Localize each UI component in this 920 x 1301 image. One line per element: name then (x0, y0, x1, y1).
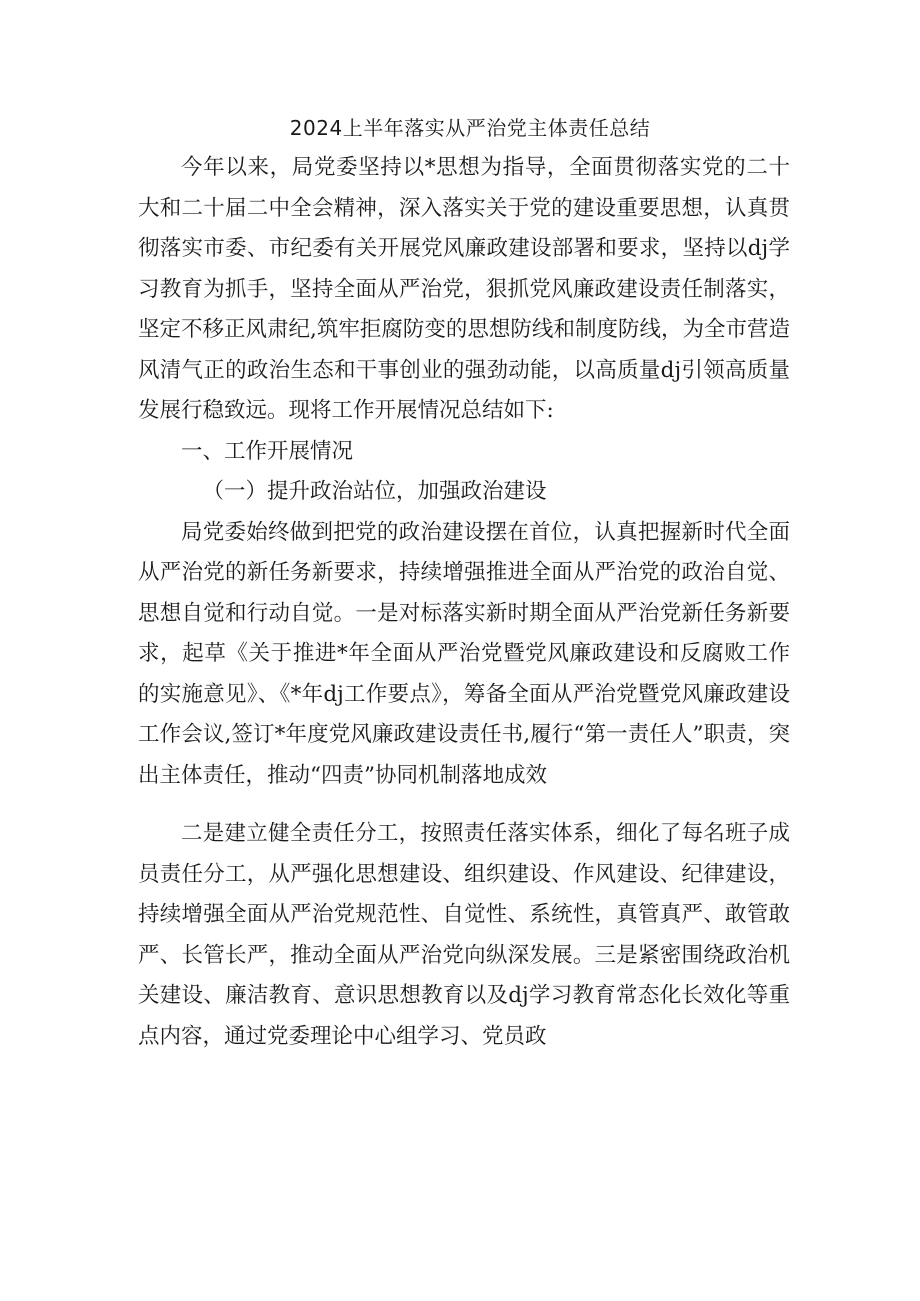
subsection-heading: （一）提升政治站位，加强政治建设 (202, 479, 547, 504)
document-body (138, 112, 790, 1057)
body-paragraph-2: 二是建立健全责任分工，按照责任落实体系，细化了每名班子成员责任分工，从严强化思想建设、组织建设、作风建设、纪律建设，持续增强全面从严治党规范性、自觉性、系统性，真管真严、敢管敢严、长管长严，推动全面从严治党向纵深发展。三是紧密围绕政治机关建设、廉洁教育、意识思想教育以及dj学习教育常态化长效化等重点内容，通过党委理论中心组学习、党员政 (138, 821, 790, 1049)
section-heading: 一、工作开展情况 (181, 438, 354, 464)
body-paragraph-1: 局党委始终做到把党的政治建设摆在首位，认真把握新时代全面从严治党的新任务新要求，持续增强推进全面从严治党的政治自觉、思想自觉和行动自觉。一是对标落实新时期全面从严治党新任务新要求，起草《关于推进*年全面从严治党暨党风廉政建设和反腐败工作的实施意见》、《*年dj工作要点》，筹备全面从严治党暨党风廉政建设工作会议,签订*年度党风廉政建设责任书,履行“第一责任人”职责，突出主体责任，推动“四责”协同机制落地成效 (138, 519, 790, 788)
document-title: 2024上半年落实从严治党主体责任总结 (289, 116, 651, 140)
intro-paragraph: 今年以来，局党委坚持以*思想为指导，全面贯彻落实党的二十大和二十届二中全会精神，深入落实关于党的建设重要思想，认真贯彻落实市委、市纪委有关开展党风廉政建设部署和要求，坚持以dj学习教育为抓手，坚持全面从严治党，狠抓党风廉政建设责任制落实，坚定不移正风肃纪,筑牢拒腐防变的思想防线和制度防线，为全市营造风清气正的政治生态和干事创业的强劲动能，以高质量dj引领高质量发展行稳致远。现将工作开展情况总结如下: (138, 155, 790, 423)
